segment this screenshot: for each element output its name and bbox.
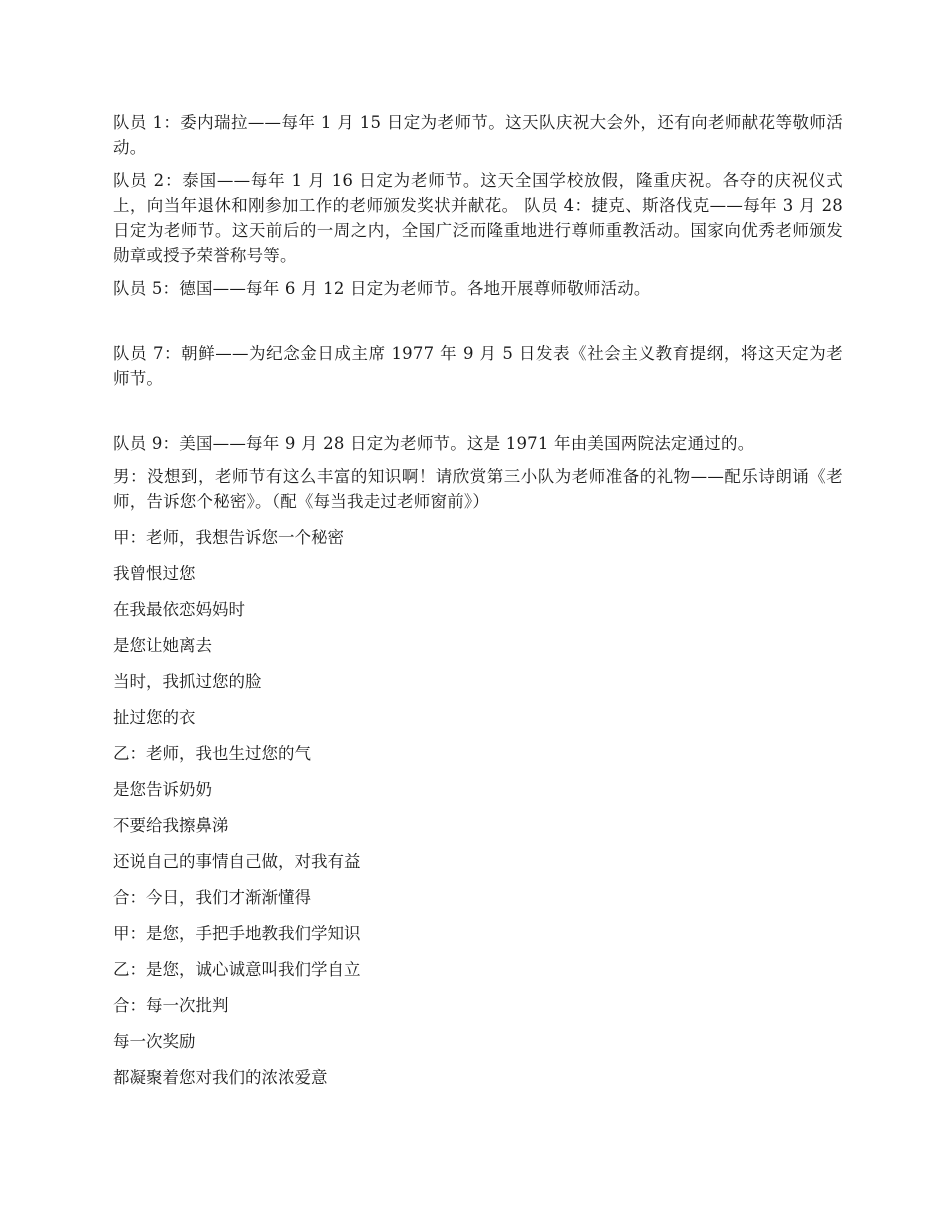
poem-line: 合：每一次批判 (113, 996, 229, 1015)
blank-gap (113, 399, 843, 431)
document-page (113, 110, 843, 1101)
poem-line: 甲：老师，我想告诉您一个秘密 (113, 528, 344, 547)
poem-line: 都凝聚着您对我们的浓浓爱意 (113, 1068, 328, 1087)
poem-line: 在我最依恋妈妈时 (113, 600, 245, 619)
poem-line: 甲：是您，手把手地教我们学知识 (113, 924, 361, 943)
paragraph-venezuela: 队员 1：委内瑞拉——每年 1 月 15 日定为老师节。这天队庆祝大会外，还有向老师献花等敬师活动。 (113, 113, 843, 157)
paragraph-thailand-czech: 队员 2：泰国——每年 1 月 16 日定为老师节。这天全国学校放假，隆重庆祝。各夺的庆祝仪式上，向当年退休和刚参加工作的老师颁发奖状并献花。 队员 4：捷克、斯洛伐克——每年 3 月 28 日定为老师节。这天前后的一周之内，全国广泛而隆重地进行尊师重教活动。国家向优秀老师颁发勋章或授予荣誉称号等。 (113, 171, 843, 265)
poem-line: 扯过您的衣 (113, 708, 196, 727)
poem-line: 不要给我擦鼻涕 (113, 816, 229, 835)
poem-line: 是您告诉奶奶 (113, 780, 212, 799)
poem-line: 是您让她离去 (113, 636, 212, 655)
poem-block (113, 525, 843, 1090)
paragraph-usa: 队员 9：美国——每年 9 月 28 日定为老师节。这是 1971 年由美国两院法定通过的。 (113, 434, 755, 453)
blank-gap (113, 309, 843, 341)
poem-line: 合：今日，我们才渐渐懂得 (113, 888, 311, 907)
paragraph-north-korea: 队员 7：朝鲜——为纪念金日成主席 1977 年 9 月 5 日发表《社会主义教育提纲，将这天定为老师节。 (113, 344, 843, 388)
poem-line: 每一次奖励 (113, 1032, 196, 1051)
paragraph-germany: 队员 5：德国——每年 6 月 12 日定为老师节。各地开展尊师敬师活动。 (113, 279, 651, 298)
poem-line: 当时，我抓过您的脸 (113, 672, 262, 691)
paragraph-host-intro: 男：没想到，老师节有这么丰富的知识啊！请欣赏第三小队为老师准备的礼物——配乐诗朗诵《老师，告诉您个秘密》。（配《每当我走过老师窗前》） (113, 467, 843, 511)
poem-line: 乙：是您，诚心诚意叫我们学自立 (113, 960, 361, 979)
poem-line: 我曾恨过您 (113, 564, 196, 583)
poem-line: 还说自己的事情自己做，对我有益 (113, 852, 361, 871)
poem-line: 乙：老师，我也生过您的气 (113, 744, 311, 763)
